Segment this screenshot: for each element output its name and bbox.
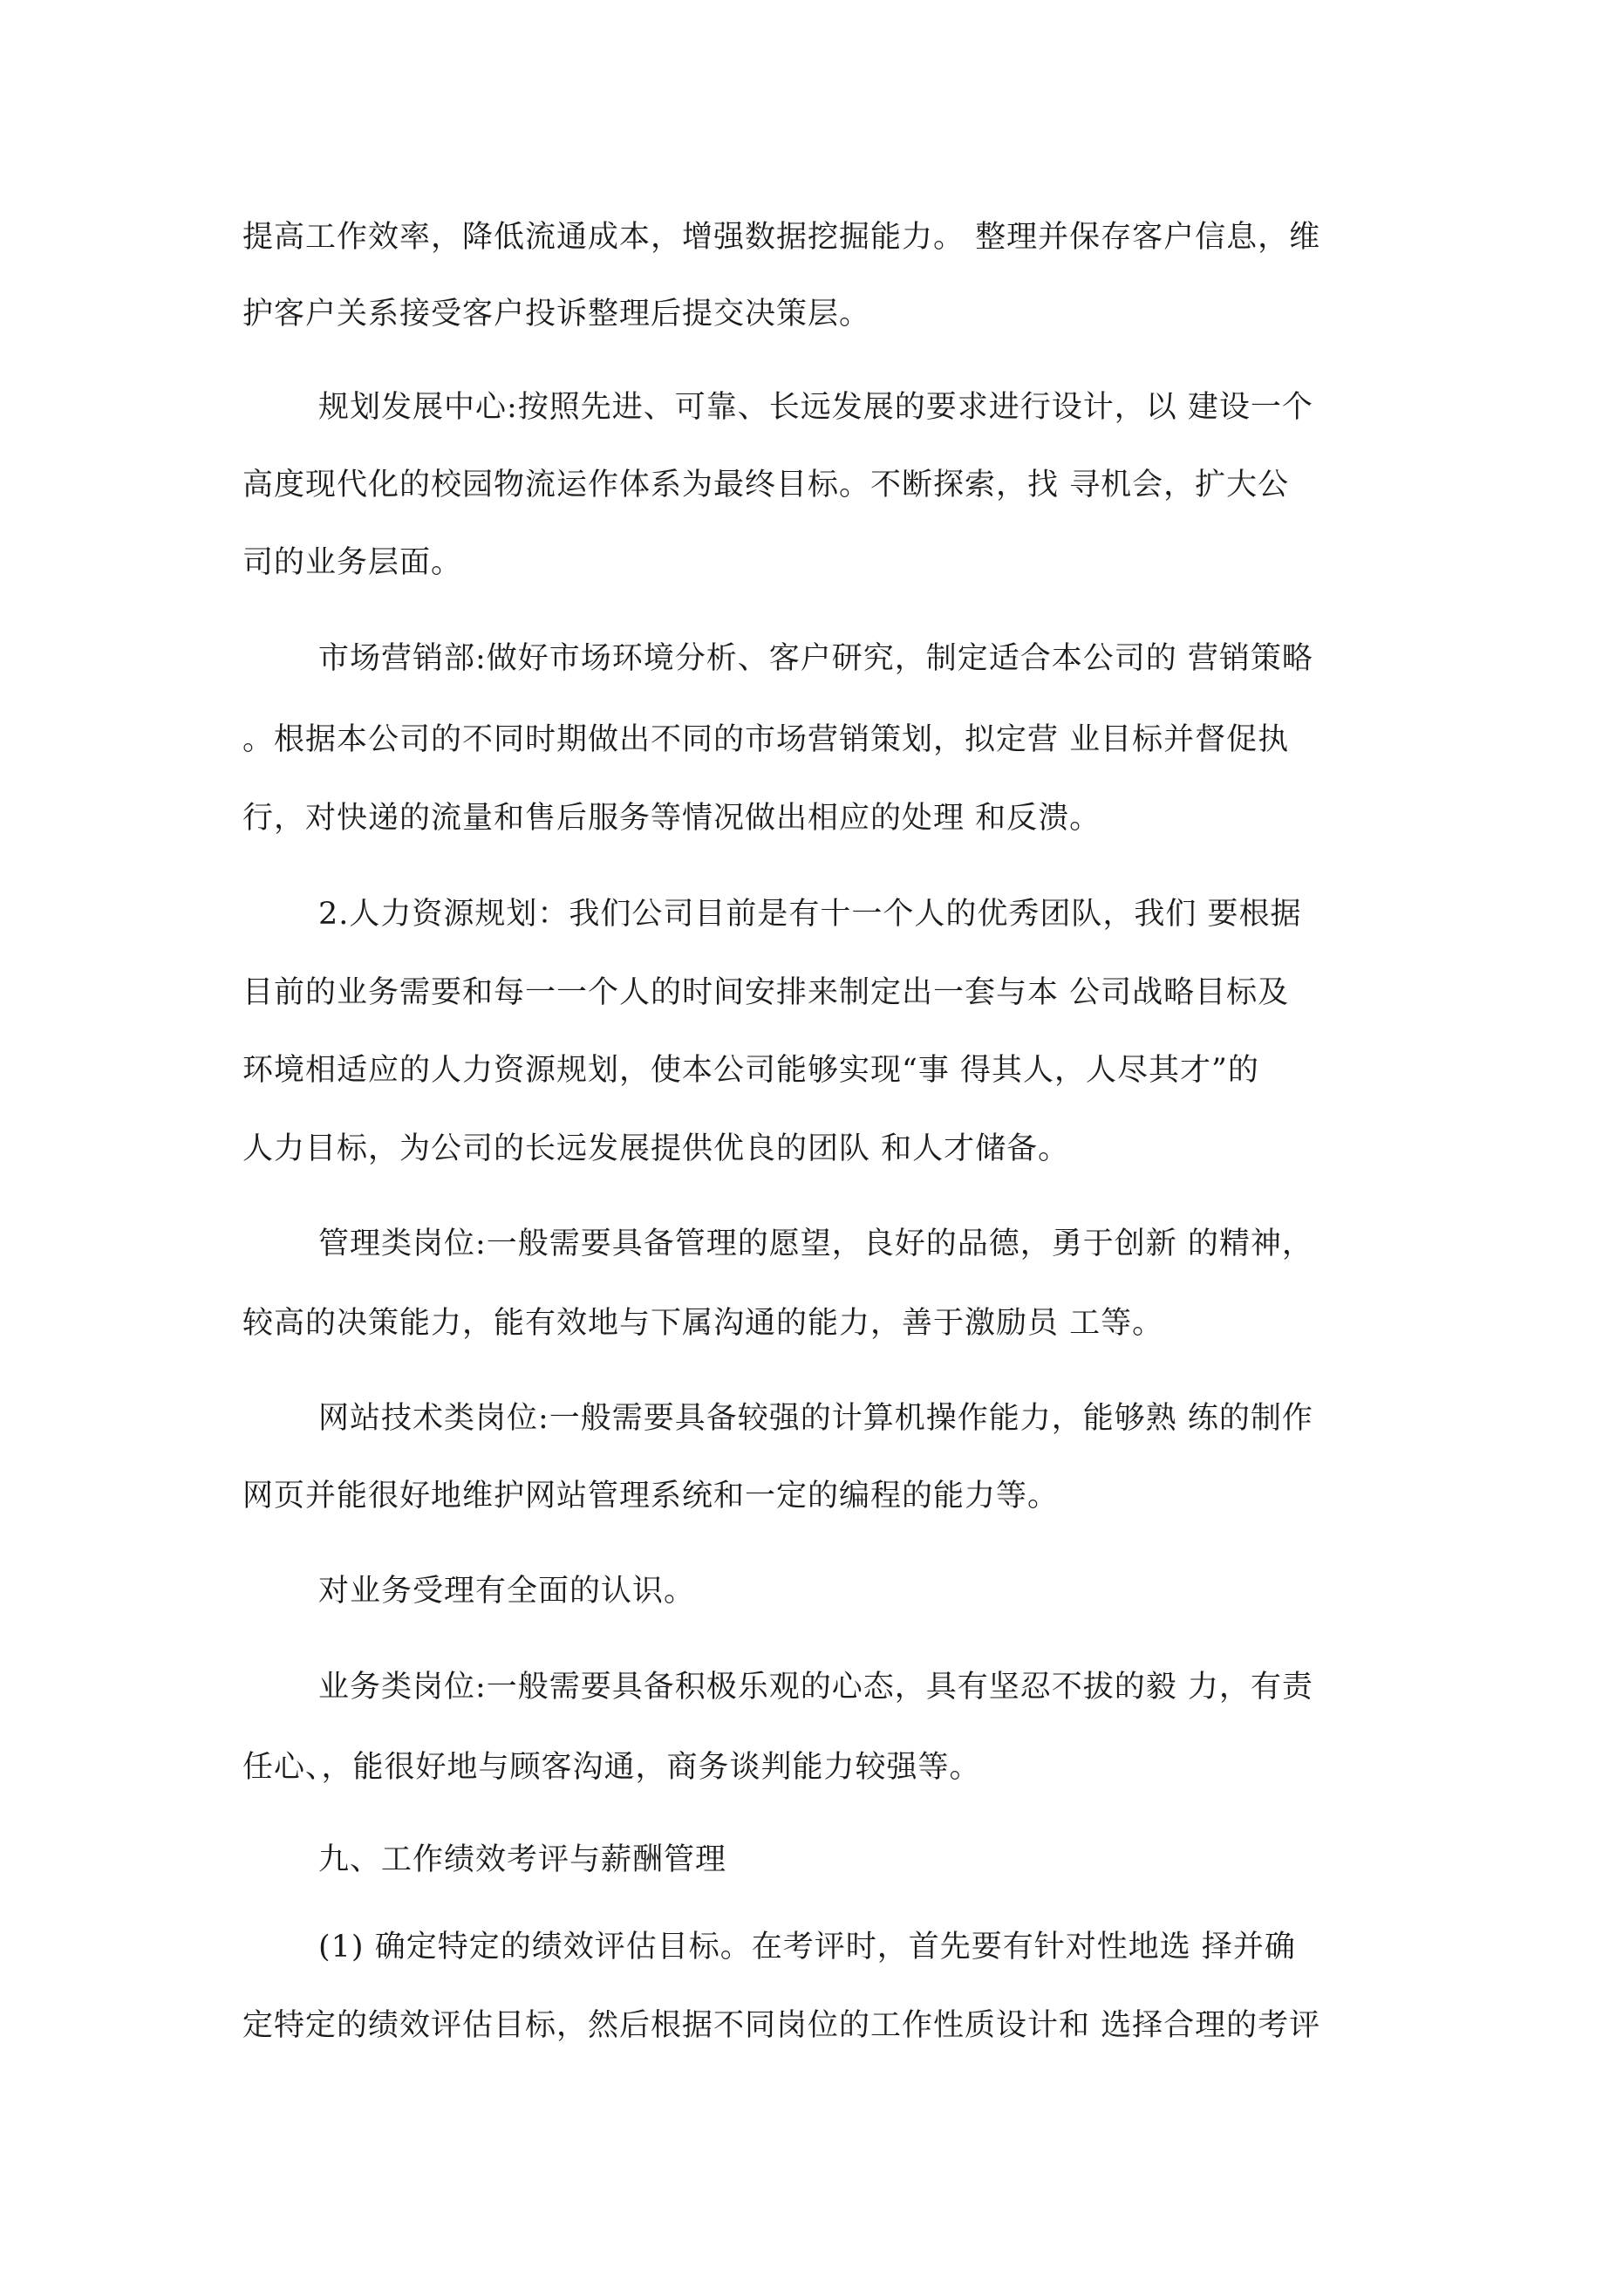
text-line: 。根据本公司的不同时期做出不同的市场营销策划，拟定营 业目标并督促执 xyxy=(242,722,1290,757)
paragraph-first-line: (1) 确定特定的绩效评估目标。在考评时，首先要有针对性地选 择并确 xyxy=(318,1930,1296,1965)
text-line: 环境相适应的人力资源规划，使本公司能够实现“事 得其人，人尽其才”的 xyxy=(242,1053,1259,1088)
paragraph-first-line: 网站技术类岗位:一般需要具备较强的计算机操作能力，能够熟 练的制作 xyxy=(318,1401,1313,1436)
paragraph-first-line: 市场营销部:做好市场环境分析、客户研究，制定适合本公司的 营销策略 xyxy=(318,641,1313,676)
paragraph-first-line: 业务类岗位:一般需要具备积极乐观的心态，具有坚忍不拔的毅 力，有责 xyxy=(318,1670,1313,1705)
section-heading: 九、工作绩效考评与薪酬管理 xyxy=(318,1842,727,1877)
text-line: 网页并能很好地维护网站管理系统和一定的编程的能力等。 xyxy=(242,1479,1060,1514)
text-line: 人力目标，为公司的长远发展提供优良的团队 和人才储备。 xyxy=(242,1131,1070,1166)
text-line: 司的业务层面。 xyxy=(242,545,463,580)
text-line: 定特定的绩效评估目标，然后根据不同岗位的工作性质设计和 选择合理的考评 xyxy=(242,2008,1321,2043)
text-line: 任心、，能很好地与顾客沟通，商务谈判能力较强等。 xyxy=(242,1750,981,1785)
paragraph-first-line: 规划发展中心:按照先进、可靠、长远发展的要求进行设计，以 建设一个 xyxy=(318,390,1313,425)
text-line: 较高的决策能力，能有效地与下属沟通的能力，善于激励员 工等。 xyxy=(242,1306,1164,1341)
paragraph-first-line: 管理类岗位:一般需要具备管理的愿望，良好的品德，勇于创新 的精神， xyxy=(318,1227,1313,1261)
text-line: 护客户关系接受客户投诉整理后提交决策层。 xyxy=(242,297,871,331)
text-line: 目前的业务需要和每一一个人的时间安排来制定出一套与本 公司战略目标及 xyxy=(242,975,1290,1010)
paragraph-first-line: 2.人力资源规划：我们公司目前是有十一个人的优秀团队，我们 要根据 xyxy=(318,897,1302,932)
text-line: 高度现代化的校园物流运作体系为最终目标。不断探索，找 寻机会，扩大公 xyxy=(242,468,1290,502)
paragraph-first-line: 对业务受理有全面的认识。 xyxy=(318,1574,696,1609)
text-line: 提高工作效率，降低流通成本，增强数据挖掘能力。 整理并保存客户信息，维 xyxy=(242,220,1321,255)
text-line: 行，对快递的流量和售后服务等情况做出相应的处理 和反溃。 xyxy=(242,801,1101,836)
